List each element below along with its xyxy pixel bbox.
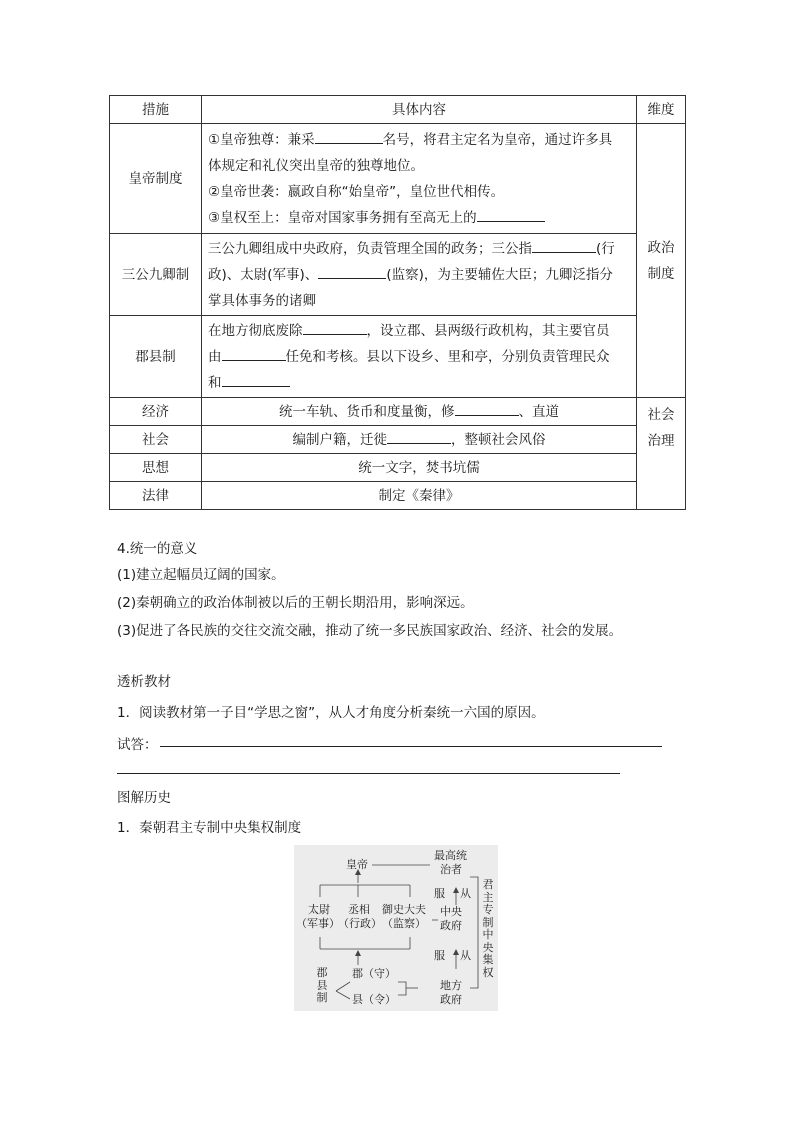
figure-caption: 1．秦朝君主专制中央集权制度 (117, 820, 302, 836)
node-central-1: 中央 (440, 905, 462, 918)
content-three-ministers: 三公九卿组成中央政府，负责管理全国的政务；三公指 (行 政)、太尉(军事)、 (监察)，为主要辅佐大臣；九卿泛指分 掌具体事务的诸卿 (202, 234, 637, 316)
header-content: 具体内容 (202, 96, 637, 124)
measure-economy: 经济 (110, 398, 202, 426)
node-local-1: 地方 (440, 979, 462, 992)
section-title: 4.统一的意义 (117, 541, 198, 557)
question-text: 1．阅读教材第一子目“学思之窗”，从人才角度分析秦统一六国的原因。 (117, 705, 545, 721)
section-heading: 图解历史 (117, 790, 171, 806)
centralization-diagram (294, 845, 498, 1011)
node-central-2: 政府 (440, 919, 462, 932)
measure-thought: 思想 (110, 454, 202, 482)
node-yushi-2: （监察） (382, 917, 426, 930)
label-obey: 服 (434, 949, 445, 962)
node-xian: 县（令） (352, 993, 396, 1006)
node-supreme-ruler-1: 最高统 (434, 849, 467, 862)
measure-commandery: 郡县制 (110, 316, 202, 398)
fill-blank[interactable] (222, 372, 290, 387)
section-heading: 透析教材 (117, 674, 171, 690)
content-emperor-system: ①皇帝独尊：兼采 名号，将君主定名为皇帝，通过许多具 体规定和礼仪突出皇帝的独尊地位。 ②皇帝世袭：嬴政自称“始皇帝”，皇位世代相传。 ③皇权至上：皇帝对国家事务拥有至高无上的 (202, 124, 637, 234)
fill-blank[interactable] (222, 346, 286, 361)
node-chengxiang-2: （行政） (338, 917, 382, 930)
content-law: 制定《秦律》 (202, 482, 637, 510)
list-item: (3)促进了各民族的交往交流交融，推动了统一多民族国家政治、经济、社会的发展。 (117, 623, 623, 639)
content-commandery: 在地方彻底废除 ，设立郡、县两级行政机构，其主要官员 由 任免和考核。县以下设乡、里和亭，分别负责管理民众 和 (202, 316, 637, 398)
node-emperor: 皇帝 (346, 858, 368, 871)
node-chengxiang-1: 丞相 (348, 903, 370, 916)
dimension-social-tail (637, 454, 686, 510)
node-taiwei-2: （军事） (296, 917, 340, 930)
content-society: 编制户籍，迁徙 ，整顿社会风俗 (202, 426, 637, 454)
dimension-social: 社会 治理 (637, 398, 686, 454)
dimension-political: 政治 制度 (637, 124, 686, 398)
measure-three-ministers: 三公九卿制 (110, 234, 202, 316)
node-jun: 郡（守） (352, 967, 396, 980)
measure-law: 法律 (110, 482, 202, 510)
fill-blank[interactable] (315, 129, 383, 144)
fill-blank[interactable] (532, 238, 596, 253)
list-item: (1)建立起幅员辽阔的国家。 (117, 567, 285, 583)
label-side-centralization: 君主专制中央集权 (482, 878, 494, 979)
answer-line[interactable] (160, 746, 662, 747)
node-yushi-1: 御史大夫 (382, 903, 426, 916)
label-follow: 从 (460, 949, 471, 962)
measure-society: 社会 (110, 426, 202, 454)
label-obey: 服 (434, 887, 445, 900)
label-junxian: 郡县制 (316, 966, 328, 1004)
measures-table (109, 95, 686, 510)
node-supreme-ruler-2: 治者 (440, 863, 462, 876)
node-local-2: 政府 (440, 993, 462, 1006)
header-dimension: 维度 (637, 96, 686, 124)
answer-label: 试答： (117, 737, 158, 753)
measure-emperor-system: 皇帝制度 (110, 124, 202, 234)
label-follow: 从 (460, 887, 471, 900)
content-economy: 统一车轨、货币和度量衡，修 、直道 (202, 398, 637, 426)
node-taiwei-1: 太尉 (308, 903, 330, 916)
fill-blank[interactable] (303, 320, 367, 335)
fill-blank[interactable] (387, 429, 451, 444)
fill-blank[interactable] (455, 401, 519, 416)
list-item: (2)秦朝确立的政治体制被以后的王朝长期沿用，影响深远。 (117, 595, 474, 611)
answer-line[interactable] (117, 773, 620, 774)
fill-blank[interactable] (318, 264, 386, 279)
header-measure: 措施 (110, 96, 202, 124)
content-thought: 统一文字，焚书坑儒 (202, 454, 637, 482)
fill-blank[interactable] (477, 207, 545, 222)
